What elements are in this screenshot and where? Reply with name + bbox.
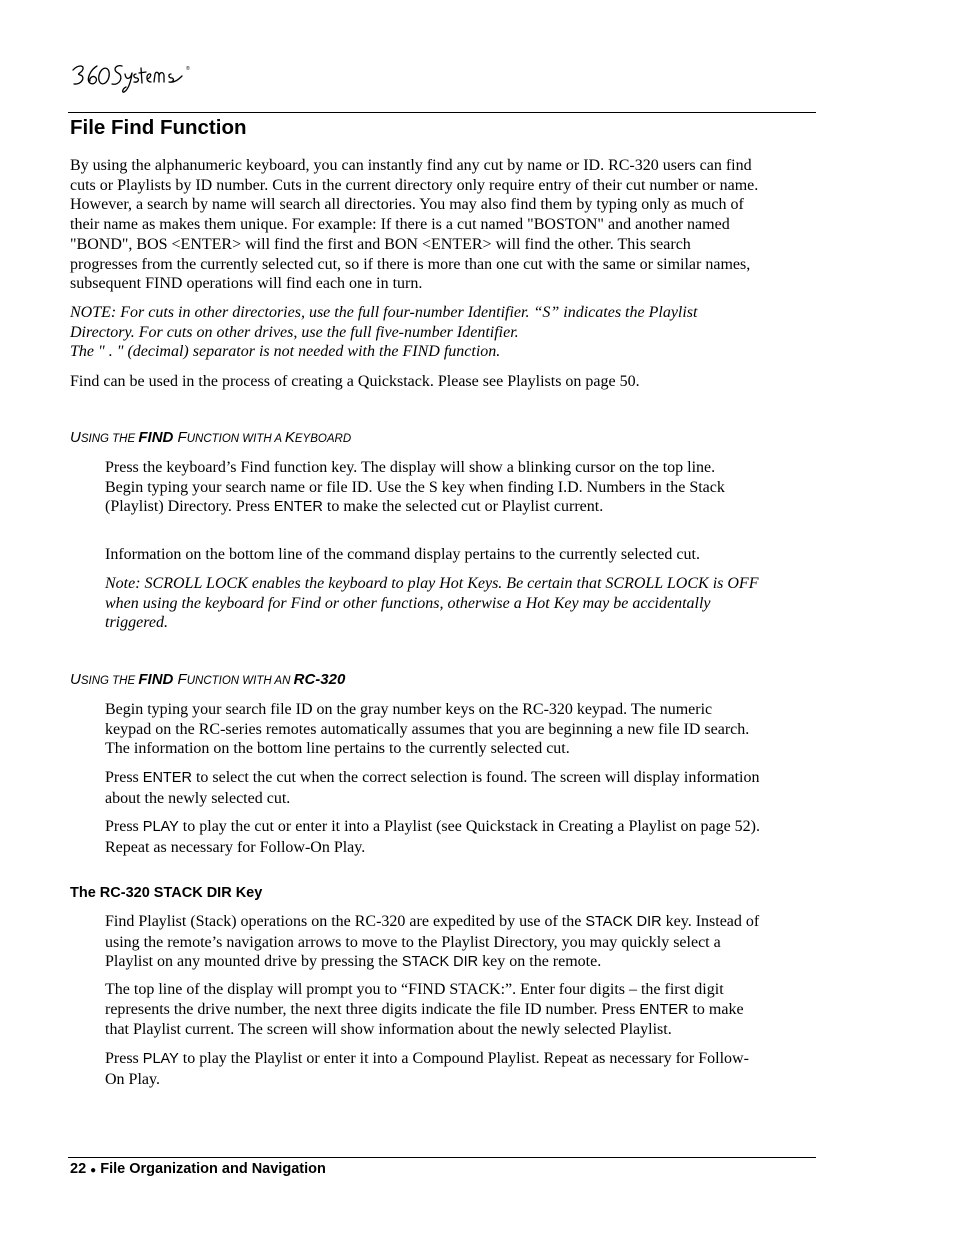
- section-heading-stackdir: The RC-320 STACK DIR Key: [70, 885, 263, 901]
- key-name: PLAY: [142, 819, 179, 835]
- rc320-paragraph-1: Begin typing your search file ID on the gray number keys on the RC-320 keypad. The numeric keypad on the RC-series remotes automatically assumes that you are beginning a new file ID search. The information on the bottom line pertains to the currently selected cut.: [105, 701, 750, 758]
- section-heading-keyboard: USING THE FIND FUNCTION WITH A KEYBOARD: [70, 429, 352, 446]
- bullet-icon: ●: [90, 1165, 97, 1176]
- key-name: STACK DIR: [401, 954, 479, 971]
- brand-logo: [70, 56, 200, 96]
- footer-section-title: File Organization and Navigation: [100, 1161, 326, 1177]
- page-footer: [70, 1159, 326, 1181]
- page-number: 22: [70, 1161, 87, 1177]
- stackdir-paragraph-1: Find Playlist (Stack) operations on the RC-320 are expedited by use of the STACK DIR key. Instead of using the remote’s navigation arrows to move to the Playlist Directory, you may quickly select a Playlist on any mounted drive by pressing the STACK DIR key on the remote.: [105, 913, 760, 971]
- key-name: ENTER: [273, 499, 323, 516]
- key-name: ENTER: [639, 1001, 689, 1018]
- stackdir-paragraph-2: The top line of the display will prompt you to “FIND STACK:”. Enter four digits – the first digit represents the drive number, the next three digits indicate the file ID number. Press ENTER to make that Playlist current. The screen will show information about the newly selected Playlist.: [105, 981, 744, 1039]
- keyboard-paragraph-1: Press the keyboard’s Find function key. The display will show a blinking cursor on the top line. Begin typing your search name or file ID. Use the S key when finding I.D. Numbers in the Stack (Playlist) Directory. Press ENTER to make the selected cut or Playlist current.: [105, 459, 725, 516]
- keyboard-note: Note: SCROLL LOCK enables the keyboard to play Hot Keys. Be certain that SCROLL LOCK is OFF when using the keyboard for Find or other functions, otherwise a Hot Key may be accidentally triggered.: [105, 575, 759, 632]
- quickstack-paragraph: Find can be used in the process of creating a Quickstack. Please see Playlists on page 50.: [70, 373, 640, 390]
- intro-paragraph: By using the alphanumeric keyboard, you can instantly find any cut by name or ID. RC-320 users can find cuts or Playlists by ID number. Cuts in the current directory only require entry of their cut number or name. However, a search by name will search all directories. You may also find them by typing only as much of their name as makes them unique. For example: If there is a cut named "BOSTON" and another named "BOND", BOS <ENTER> will find the first and BON <ENTER> will find the other. This search progresses from the currently selected cut, so if there is more than one cut with the same or similar names, subsequent FIND operations will find each one in turn.: [70, 157, 759, 293]
- footer-rule: [68, 1157, 816, 1158]
- header-rule: [68, 112, 816, 113]
- keyboard-paragraph-2: Information on the bottom line of the command display pertains to the currently selected cut.: [105, 546, 700, 563]
- svg-text:®: ®: [186, 66, 190, 72]
- section-heading-rc320: USING THE FIND FUNCTION WITH AN RC-320: [70, 671, 346, 688]
- rc320-paragraph-2: Press ENTER to select the cut when the correct selection is found. The screen will display information about the newly selected cut.: [105, 769, 760, 807]
- stackdir-paragraph-3: Press PLAY to play the Playlist or enter it into a Compound Playlist. Repeat as necessary for Follow- On Play.: [105, 1050, 749, 1088]
- note-paragraph: NOTE: For cuts in other directories, use the full four-number Identifier. “S” indicates the Playlist Directory. For cuts on other drives, use the full five-number Identifier. The " . " (decimal) separator is not needed with the FIND function.: [70, 304, 698, 361]
- key-name: ENTER: [142, 770, 192, 786]
- page-title: File Find Function: [70, 116, 247, 139]
- rc320-paragraph-3: Press PLAY to play the cut or enter it into a Playlist (see Quickstack in Creating a Playlist on page 52). Repeat as necessary for Follow-On Play.: [105, 818, 760, 856]
- key-name: STACK DIR: [585, 914, 662, 930]
- key-name: PLAY: [142, 1051, 179, 1067]
